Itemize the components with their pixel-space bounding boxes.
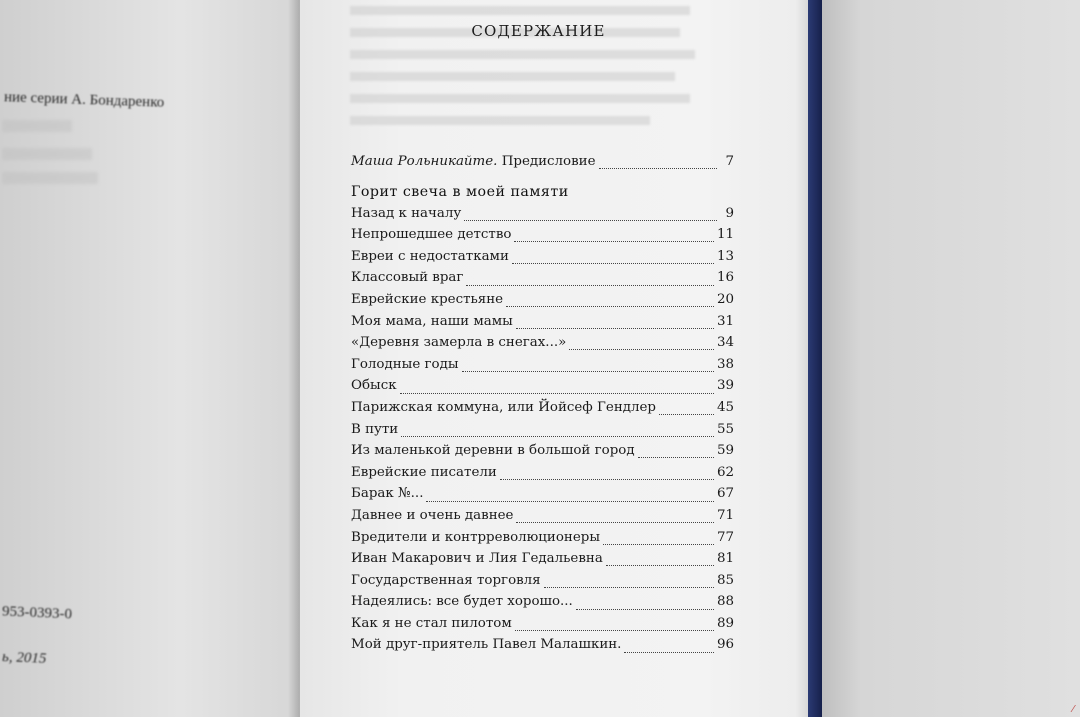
- toc-entry: [351, 224, 734, 246]
- series-line: ние серии А. Бондаренко: [3, 89, 165, 111]
- toc-page-number: 39: [716, 378, 734, 394]
- toc-page-number: 77: [716, 529, 734, 545]
- toc-entry: [351, 419, 734, 441]
- preface-author: Маша Рольникайте.: [351, 154, 498, 169]
- toc-entry-title: Мой друг-приятель Павел Малашкин.: [351, 637, 622, 653]
- toc-entry-title: Иван Макарович и Лия Гедальевна: [351, 551, 603, 567]
- leader-dots: [659, 400, 714, 415]
- toc-page-number: 7: [725, 154, 734, 169]
- toc-page-number: 20: [716, 291, 734, 307]
- isbn-fragment: 953-0393-0: [1, 603, 73, 623]
- leader-dots: [624, 638, 714, 653]
- toc-page-number: 89: [716, 615, 734, 631]
- toc-entry: [351, 311, 734, 333]
- toc-page-number: 62: [716, 464, 734, 480]
- leader-dots: [515, 616, 714, 631]
- leader-dots: [400, 379, 714, 394]
- leader-dots: [426, 487, 714, 502]
- background-surface: [822, 0, 1080, 717]
- toc-entry-title: Еврейские писатели: [351, 464, 497, 480]
- toc-entry-title: Надеялись: все будет хорошо...: [351, 594, 573, 610]
- toc-entry: [351, 332, 734, 354]
- toc-entry: [351, 289, 734, 311]
- leader-dots: [569, 335, 714, 350]
- toc-title: СОДЕРЖАНИЕ: [471, 22, 606, 40]
- book-cover-edge: [808, 0, 822, 717]
- toc-entry: [351, 548, 734, 570]
- toc-entry-title: Голодные годы: [351, 356, 459, 372]
- toc-page-number: 71: [716, 507, 734, 523]
- toc-entry-title: Моя мама, наши мамы: [351, 313, 513, 329]
- toc-page-number: 34: [716, 335, 734, 351]
- toc-page-number: 45: [716, 399, 734, 415]
- toc-entry-title: Непрошедшее детство: [351, 227, 512, 243]
- toc-entry: [351, 246, 734, 268]
- toc-entry: [351, 354, 734, 376]
- toc-page-number: 67: [716, 486, 734, 502]
- toc-page-number: 9: [725, 205, 734, 221]
- leader-dots: [516, 508, 713, 523]
- toc-entry: [351, 570, 734, 592]
- toc-entry: [351, 440, 734, 462]
- leader-dots: [599, 154, 717, 169]
- toc-page-number: 31: [716, 313, 734, 329]
- toc-page-number: 11: [716, 227, 734, 243]
- toc-list: [351, 151, 734, 656]
- leader-dots: [606, 551, 714, 566]
- toc-entry-title: Еврейские крестьяне: [351, 291, 504, 307]
- toc-entry: [351, 505, 734, 527]
- toc-entry-title: «Деревня замерла в снегах...»: [351, 335, 567, 351]
- faint-text: [2, 172, 98, 184]
- toc-page-number: 59: [716, 443, 734, 459]
- toc-entry-title: Евреи с недостатками: [351, 248, 509, 264]
- preface-title: Предисловие: [501, 154, 596, 169]
- toc-entry-title: Классовый враг: [351, 270, 464, 286]
- leader-dots: [544, 573, 714, 588]
- toc-entry-title: Барак №...: [351, 486, 424, 502]
- leader-dots: [464, 206, 717, 221]
- toc-page-number: 38: [716, 356, 734, 372]
- toc-entry: [351, 267, 734, 289]
- leader-dots: [514, 227, 714, 242]
- leader-dots: [401, 422, 714, 437]
- toc-page-number: 81: [716, 551, 734, 567]
- toc-entry-title: Давнее и очень давнее: [351, 507, 514, 523]
- toc-preface-text: [351, 151, 596, 173]
- toc-entry: [351, 634, 734, 656]
- toc-page-number: 88: [716, 594, 734, 610]
- toc-entry: [351, 462, 734, 484]
- toc-entry-title: Парижская коммуна, или Йойсеф Гендлер: [351, 399, 656, 415]
- left-page: [0, 0, 300, 717]
- leader-dots: [500, 465, 714, 480]
- toc-entry: [351, 203, 734, 225]
- corner-mark: ⁄: [1072, 704, 1074, 715]
- page-edge: [796, 0, 808, 717]
- toc-entries: [351, 203, 734, 656]
- toc-page-number: 16: [716, 270, 734, 286]
- year-fragment: ь, 2015: [1, 649, 47, 667]
- toc-preface-row: [351, 151, 734, 173]
- toc-page-number: 55: [716, 421, 734, 437]
- toc-page-number: 13: [716, 248, 734, 264]
- leader-dots: [576, 595, 714, 610]
- leader-dots: [466, 271, 714, 286]
- faint-text: [2, 120, 72, 132]
- leader-dots: [462, 357, 714, 372]
- toc-page-number: 96: [716, 637, 734, 653]
- toc-entry-title: В пути: [351, 421, 399, 437]
- toc-entry-title: Как я не стал пилотом: [351, 615, 512, 631]
- section-heading: Горит свеча в моей памяти: [351, 183, 569, 200]
- toc-entry: [351, 591, 734, 613]
- leader-dots: [506, 292, 714, 307]
- toc-entry-title: Назад к началу: [351, 205, 462, 221]
- toc-page-number: 85: [716, 572, 734, 588]
- leader-dots: [512, 249, 714, 264]
- faint-text: [2, 148, 92, 160]
- toc-entry: [351, 397, 734, 419]
- leader-dots: [603, 530, 714, 545]
- toc-entry-title: Из маленькой деревни в большой город: [351, 443, 635, 459]
- toc-entry-title: Обыск: [351, 378, 397, 394]
- toc-entry-title: Вредители и контрреволюционеры: [351, 529, 600, 545]
- toc-entry: [351, 375, 734, 397]
- toc-entry: [351, 483, 734, 505]
- leader-dots: [638, 443, 714, 458]
- toc-entry: [351, 613, 734, 635]
- toc-entry-title: Государственная торговля: [351, 572, 541, 588]
- leader-dots: [516, 314, 714, 329]
- toc-entry: [351, 527, 734, 549]
